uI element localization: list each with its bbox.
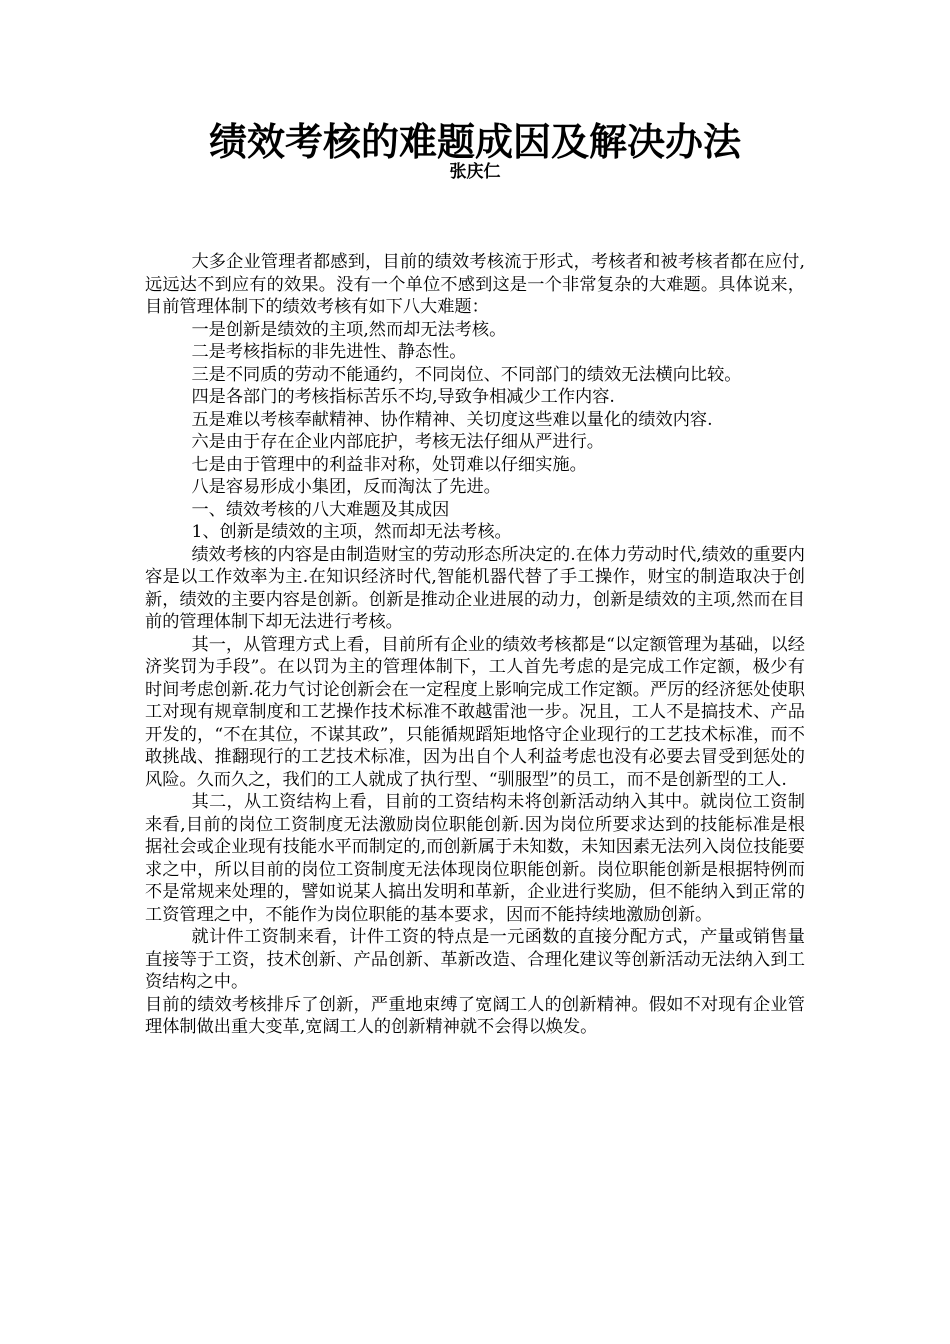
paragraph-problem-1: 一是创新是绩效的主项,然而却无法考核。 — [191, 319, 507, 340]
paragraph-problem-3: 三是不同质的劳动不能通约，不同岗位、不同部门的绩效无法横向比较。 — [191, 364, 742, 385]
paragraph-problem-7: 七是由于管理中的利益非对称，处罚难以仔细实施。 — [191, 454, 587, 475]
paragraph-problem-8: 八是容易形成小集团，反而淘汰了先进。 — [191, 477, 501, 497]
document-author: 张庆仁 — [449, 162, 501, 182]
section-heading: 一、绩效考核的八大难题及其成因 — [191, 499, 450, 520]
paragraph-problem-2: 二是考核指标的非先进性、静态性。 — [191, 342, 467, 362]
paragraph-problem-4: 四是各部门的考核指标苦乐不均,导致争相减少工作内容. — [191, 387, 615, 407]
paragraph-management-style: 其一，从管理方式上看，目前所有企业的绩效考核都是“以定额管理为基础，以经济奖罚为手段”。在以罚为主的管理体制下，工人首先考虑的是完成工作定额，极少有时间考虑创新.花力气讨论创新会在一定程度上影响完成工作定额。严厉的经济惩处使职工对现有规章制度和工艺操作技术标准不敢越雷池一步。况且，工人不是搞技术、产品开发的，“不在其位，不谋其政”，只能循规蹈矩地恪守企业现行的工艺技术标准，而不敢挑战、推翻现行的工艺技术标准，因为出自个人利益考虑也没有必要去冒受到惩处的风险。久而久之，我们的工人就成了执行型、“驯服型”的员工，而不是创新型的工人. — [145, 634, 805, 790]
paragraph-innovation: 绩效考核的内容是由制造财宝的劳动形态所决定的.在体力劳动时代,绩效的重要内容是以工作效率为主.在知识经济时代,智能机器代替了手工操作，财宝的制造取决于创新，绩效的主要内容是创新。创新是推动企业进展的动力，创新是绩效的主项,然而在目前的管理体制下却无法进行考核。 — [145, 544, 805, 632]
paragraph-problem-6: 六是由于存在企业内部庇护，考核无法仔细从严进行。 — [191, 432, 604, 452]
paragraph-piece-rate: 就计件工资制来看，计件工资的特点是一元函数的直接分配方式，产量或销售量直接等于工资，技术创新、产品创新、革新改造、合理化建议等创新活动无法纳入到工资结构之中。 — [145, 927, 805, 992]
paragraph-problem-5: 五是难以考核奉献精神、协作精神、关切度这些难以量化的绩效内容. — [191, 409, 713, 430]
document-title: 绩效考核的难题成因及解决办法 — [208, 120, 741, 164]
document-body — [145, 251, 805, 1039]
paragraph-wage-structure: 其二，从工资结构上看，目前的工资结构未将创新活动纳入其中。就岗位工资制来看,目前的岗位工资制度无法激励岗位职能创新.因为岗位所要求达到的技能标准是根据社会或企业现有技能水平而制定的,而创新属于未知数，未知因素无法列入岗位技能要求之中，所以目前的岗位工资制度无法体现岗位职能创新。岗位职能创新是根据特例而不是常规来处理的，譬如说某人搞出发明和革新，企业进行奖励，但不能纳入到正常的工资管理之中，不能作为岗位职能的基本要求，因而不能持续地激励创新。 — [145, 792, 805, 925]
subsection-heading: 1、创新是绩效的主项，然而却无法考核。 — [191, 522, 512, 542]
paragraph-conclusion: 目前的绩效考核排斥了创新，严重地束缚了宽阔工人的创新精神。假如不对现有企业管理体制做出重大变革,宽阔工人的创新精神就不会得以焕发。 — [145, 994, 805, 1037]
paragraph-intro: 大多企业管理者都感到，目前的绩效考核流于形式，考核者和被考核者都在应付,远远达不到应有的效果。没有一个单位不感到这是一个非常复杂的大难题。具体说来，目前管理体制下的绩效考核有如下八大难题： — [145, 252, 805, 317]
